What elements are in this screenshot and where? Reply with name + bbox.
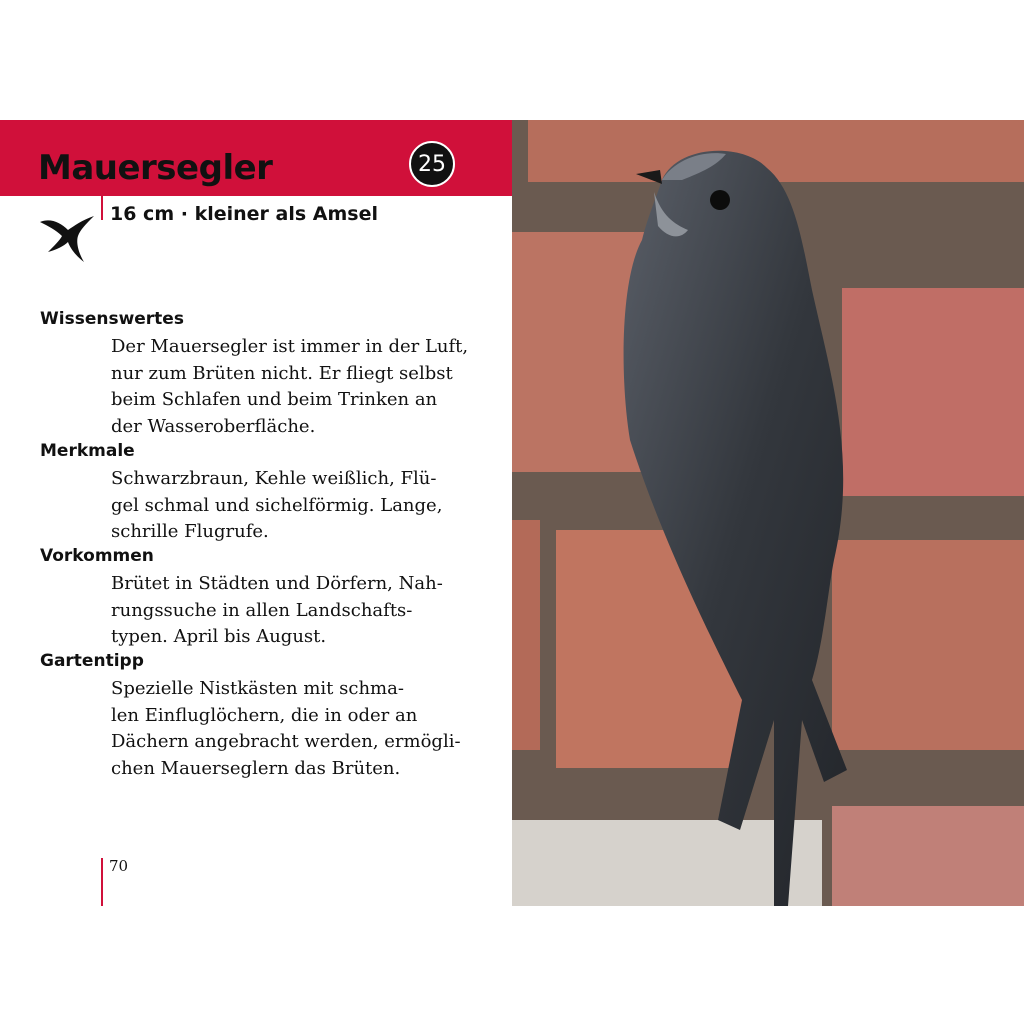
text-line: Schwarzbraun, Kehle weißlich, Flü- bbox=[111, 468, 437, 489]
text-line: typen. April bis August. bbox=[111, 626, 327, 647]
section-text-vorkommen bbox=[111, 571, 481, 651]
text-line: len Einfluglöchern, die in oder an bbox=[111, 704, 418, 726]
text-line: der Wasseroberfläche. bbox=[111, 415, 316, 437]
text-line: Brütet in Städten und Dörfern, Nah- bbox=[111, 573, 443, 594]
text-line: Dächern angebracht werden, ermögli- bbox=[111, 731, 461, 752]
page-number-rule bbox=[101, 858, 103, 906]
text-line: Der Mauersegler ist immer in der Luft, bbox=[111, 336, 469, 357]
text-line: beim Schlafen und beim Trinken an bbox=[111, 389, 438, 410]
section-heading-wissenswertes: Wissenswertes bbox=[40, 309, 184, 329]
page-number: 70 bbox=[109, 857, 129, 875]
swift-silhouette-icon bbox=[38, 208, 96, 264]
text-line: rungssuche in allen Landschafts- bbox=[111, 599, 413, 621]
size-subtitle: 16 cm · kleiner als Amsel bbox=[110, 203, 378, 225]
section-text-wissenswertes bbox=[111, 334, 481, 440]
text-line: Spezielle Nistkästen mit schma- bbox=[111, 678, 404, 699]
text-line: gel schmal und sichelförmig. Lange, bbox=[111, 494, 443, 516]
section-heading-gartentipp: Gartentipp bbox=[40, 651, 144, 671]
text-line: schrille Flugrufe. bbox=[111, 521, 269, 542]
page-title: Mauersegler bbox=[38, 148, 273, 188]
section-text-merkmale bbox=[111, 466, 481, 546]
species-number-badge: 25 bbox=[409, 141, 455, 187]
section-heading-vorkommen: Vorkommen bbox=[40, 546, 154, 566]
swift-on-brick-wall-photo bbox=[512, 120, 1024, 906]
subtitle-rule bbox=[101, 196, 103, 220]
section-heading-merkmale: Merkmale bbox=[40, 441, 135, 461]
section-text-gartentipp bbox=[111, 676, 481, 782]
text-line: nur zum Brüten nicht. Er fliegt selbst bbox=[111, 362, 453, 384]
text-line: chen Mauerseglern das Brüten. bbox=[111, 757, 401, 779]
